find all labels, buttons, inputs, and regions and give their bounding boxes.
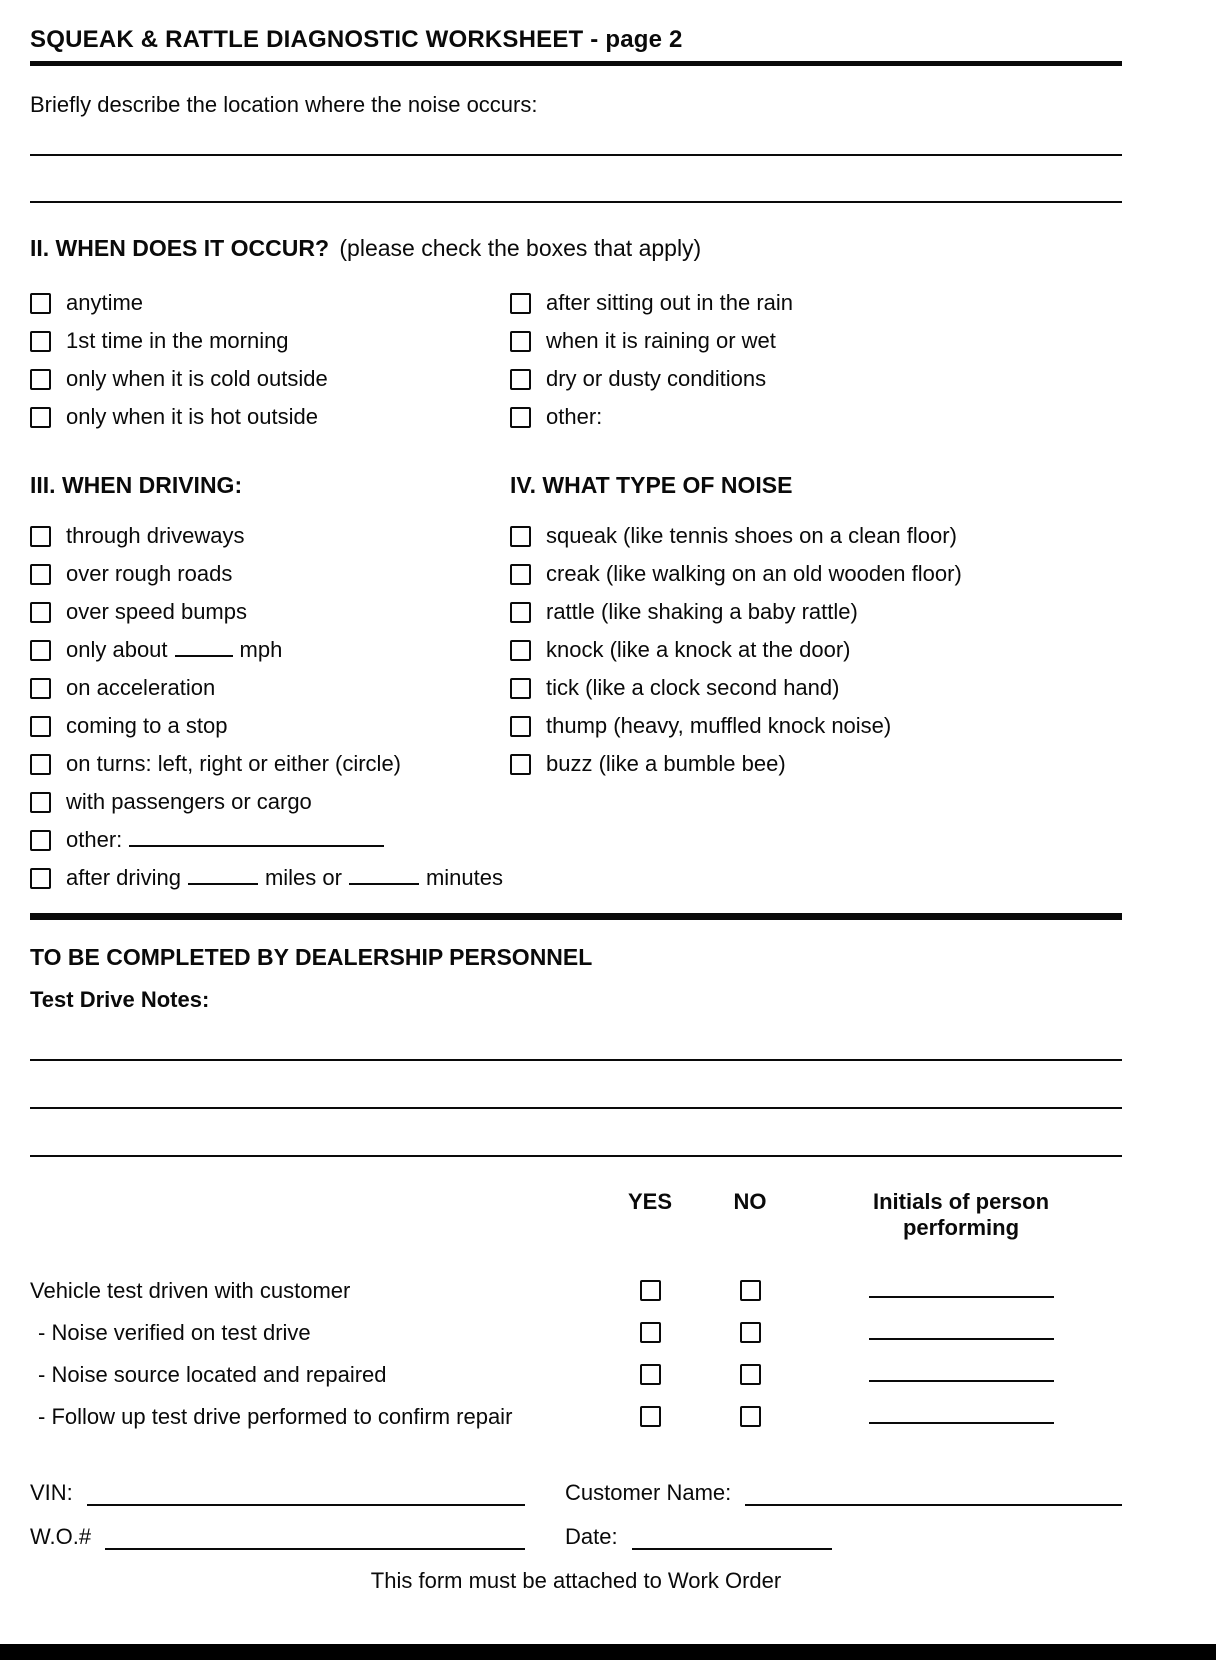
date-line[interactable] [632, 1546, 832, 1550]
checkbox-label [66, 865, 503, 891]
checkbox[interactable] [510, 369, 531, 390]
dealership-heading: TO BE COMPLETED BY DEALERSHIP PERSONNEL [30, 944, 593, 970]
checkbox-item [30, 599, 510, 625]
initials-line[interactable] [869, 1284, 1054, 1298]
checkbox-label [66, 561, 232, 587]
date-field [565, 1524, 1122, 1550]
checkbox-label [66, 789, 312, 815]
wo-number-line[interactable] [105, 1546, 525, 1550]
initials-header-line-2: performing [902, 1215, 1020, 1241]
checkbox-item [510, 366, 1122, 392]
customer-name-field [565, 1480, 1122, 1506]
label-text: over speed bumps [66, 599, 247, 624]
label-text: on acceleration [66, 675, 216, 700]
checkbox-item [510, 328, 1122, 354]
section-iv-heading: IV. WHAT TYPE OF NOISE [510, 472, 793, 498]
checkbox-item [510, 713, 1122, 739]
checkbox-item [30, 328, 510, 354]
section-divider-rule [30, 913, 1122, 920]
checkbox-label [66, 404, 318, 430]
checkbox[interactable] [30, 526, 51, 547]
checkbox-item [30, 561, 510, 587]
checkbox-item [30, 637, 510, 663]
wo-number-label: W.O.# [30, 1523, 92, 1549]
checkbox-item [510, 751, 1122, 777]
checkbox-item [510, 404, 1122, 430]
label-text: miles or [264, 865, 342, 890]
test-drive-row [30, 1278, 1122, 1304]
checkbox[interactable] [510, 640, 531, 661]
when-occur-columns [30, 290, 1122, 442]
notes-write-in-line-1[interactable] [30, 1059, 1122, 1061]
checkbox[interactable] [30, 564, 51, 585]
wo-number-field [30, 1524, 525, 1550]
no-checkbox[interactable] [740, 1322, 761, 1343]
checkbox-label [546, 675, 839, 701]
checkbox-item [510, 561, 1122, 587]
checkbox-label [66, 366, 328, 392]
test-drive-row [30, 1362, 1122, 1388]
label-text: after sitting out in the rain [546, 290, 794, 315]
checkbox-item [510, 637, 1122, 663]
test-row-label: - Noise verified on test drive [38, 1319, 311, 1345]
checkbox-label [66, 751, 401, 777]
checkbox-label [546, 751, 786, 777]
checkbox-item [510, 675, 1122, 701]
checkbox-label [546, 637, 850, 663]
checkbox-item [30, 827, 510, 853]
checkbox[interactable] [30, 369, 51, 390]
checkbox[interactable] [510, 716, 531, 737]
label-text: 1st time in the morning [66, 328, 289, 353]
label-text: mph [239, 637, 283, 662]
yes-checkbox[interactable] [640, 1406, 661, 1427]
checkbox[interactable] [30, 602, 51, 623]
location-write-in-line-1[interactable] [30, 154, 1122, 156]
label-text: anytime [66, 290, 144, 315]
checkbox-label [546, 290, 793, 316]
test-drive-notes-label: Test Drive Notes: [30, 987, 210, 1012]
checkbox-label [546, 523, 957, 549]
checkbox-label [66, 827, 391, 853]
section-ii-note: (please check the boxes that apply) [339, 235, 702, 261]
no-column-header: NO [733, 1189, 767, 1214]
test-row-label: Vehicle test driven with customer [30, 1277, 351, 1303]
fill-in-blank[interactable] [129, 831, 384, 847]
checkbox-item [30, 404, 510, 430]
label-text: thump (heavy, muffled knock noise) [546, 713, 892, 738]
section-iii-iv-headings [30, 472, 1122, 499]
checkbox[interactable] [30, 640, 51, 661]
no-checkbox[interactable] [740, 1364, 761, 1385]
test-table-header [30, 1189, 1122, 1242]
vin-field [30, 1480, 525, 1506]
checkbox-label [546, 366, 766, 392]
label-text: with passengers or cargo [66, 789, 312, 814]
checkbox-label [66, 713, 227, 739]
label-text: after driving [66, 865, 181, 890]
vin-label: VIN: [30, 1479, 73, 1505]
page-title: SQUEAK & RATTLE DIAGNOSTIC WORKSHEET - page 2 [30, 26, 683, 53]
label-text: squeak (like tennis shoes on a clean floor) [546, 523, 957, 548]
checkbox[interactable] [510, 526, 531, 547]
checkbox[interactable] [510, 754, 531, 775]
notes-write-in-line-2[interactable] [30, 1107, 1122, 1109]
title-rule [30, 61, 1122, 66]
checkbox[interactable] [30, 293, 51, 314]
label-text: only about [66, 637, 168, 662]
initials-line[interactable] [869, 1410, 1054, 1424]
label-text: buzz (like a bumble bee) [546, 751, 786, 776]
fill-in-blank[interactable] [349, 869, 419, 885]
checkbox-item [30, 713, 510, 739]
checkbox-label [546, 713, 891, 739]
yes-checkbox[interactable] [640, 1364, 661, 1385]
when-occur-right-list [510, 290, 1122, 442]
test-table-rows [30, 1278, 1122, 1430]
checkbox[interactable] [30, 407, 51, 428]
checkbox[interactable] [30, 754, 51, 775]
checkbox-item [30, 290, 510, 316]
checkbox[interactable] [510, 564, 531, 585]
checkbox-label [66, 290, 143, 316]
checkbox-label [66, 523, 245, 549]
checkbox-label [66, 637, 282, 663]
checkbox-item [510, 523, 1122, 549]
initials-header-line-1: Initials of person [872, 1189, 1050, 1214]
footer-note: This form must be attached to Work Order [370, 1567, 782, 1593]
label-text: other: [66, 827, 123, 852]
customer-name-line[interactable] [745, 1502, 1122, 1506]
location-write-in-line-2[interactable] [30, 201, 1122, 203]
checkbox-label [546, 561, 962, 587]
location-prompt: Briefly describe the location where the noise occurs: [30, 92, 538, 117]
label-text: tick (like a clock second hand) [546, 675, 840, 700]
label-text: when it is raining or wet [546, 328, 776, 353]
noise-type-list [510, 523, 1122, 903]
label-text: other: [546, 404, 603, 429]
checkbox[interactable] [510, 331, 531, 352]
test-drive-row [30, 1404, 1122, 1430]
checkbox[interactable] [30, 868, 51, 889]
checkbox[interactable] [30, 792, 51, 813]
date-label: Date: [565, 1523, 618, 1549]
checkbox[interactable] [30, 830, 51, 851]
vin-line[interactable] [87, 1502, 525, 1506]
label-text: through driveways [66, 523, 245, 548]
yes-column-header: YES [627, 1189, 673, 1214]
label-text: dry or dusty conditions [546, 366, 767, 391]
section-ii-title: II. WHEN DOES IT OCCUR? [30, 235, 329, 261]
driving-noise-columns [30, 523, 1122, 903]
checkbox[interactable] [510, 678, 531, 699]
test-drive-row [30, 1320, 1122, 1346]
checkbox-item [30, 789, 510, 815]
wo-date-row [30, 1524, 1122, 1550]
checkbox-label [66, 328, 289, 354]
checkbox-label [546, 328, 776, 354]
label-text: over rough roads [66, 561, 233, 586]
checkbox[interactable] [30, 716, 51, 737]
checkbox-item [510, 290, 1122, 316]
customer-name-label: Customer Name: [565, 1479, 732, 1505]
initials-column-header [846, 1189, 1076, 1242]
checkbox-item [30, 675, 510, 701]
section-iii-heading: III. WHEN DRIVING: [30, 472, 243, 498]
yes-checkbox[interactable] [640, 1322, 661, 1343]
notes-write-in-line-3[interactable] [30, 1155, 1122, 1157]
no-checkbox[interactable] [740, 1406, 761, 1427]
no-checkbox[interactable] [740, 1280, 761, 1301]
initials-column-header-cell [800, 1189, 1122, 1242]
scan-artifact-bar [0, 1644, 1216, 1660]
fill-in-blank[interactable] [188, 869, 258, 885]
vin-customer-row [30, 1480, 1122, 1506]
fill-in-blank[interactable] [175, 641, 233, 657]
checkbox-item [30, 751, 510, 777]
checkbox[interactable] [30, 331, 51, 352]
test-row-label: - Noise source located and repaired [38, 1361, 387, 1387]
label-text: rattle (like shaking a baby rattle) [546, 599, 858, 624]
checkbox-label [66, 599, 247, 625]
section-ii-heading [30, 235, 1122, 262]
initials-line[interactable] [869, 1326, 1054, 1340]
yes-checkbox[interactable] [640, 1280, 661, 1301]
checkbox-item [30, 366, 510, 392]
label-text: on turns: left, right or either (circle) [66, 751, 402, 776]
label-text: creak (like walking on an old wooden floor) [546, 561, 962, 586]
label-text: coming to a stop [66, 713, 228, 738]
checkbox[interactable] [510, 293, 531, 314]
label-text: only when it is cold outside [66, 366, 328, 391]
initials-line[interactable] [869, 1368, 1054, 1382]
checkbox-label [546, 599, 858, 625]
test-row-label: - Follow up test drive performed to confirm repair [38, 1403, 513, 1429]
checkbox-label [66, 675, 215, 701]
label-text: minutes [425, 865, 504, 890]
checkbox-item [30, 523, 510, 549]
label-text: knock (like a knock at the door) [546, 637, 851, 662]
when-driving-list [30, 523, 510, 903]
checkbox[interactable] [510, 602, 531, 623]
checkbox[interactable] [510, 407, 531, 428]
checkbox-item [510, 599, 1122, 625]
checkbox-label [546, 404, 602, 430]
checkbox[interactable] [30, 678, 51, 699]
checkbox-item [30, 865, 510, 891]
when-occur-left-list [30, 290, 510, 442]
label-text: only when it is hot outside [66, 404, 318, 429]
